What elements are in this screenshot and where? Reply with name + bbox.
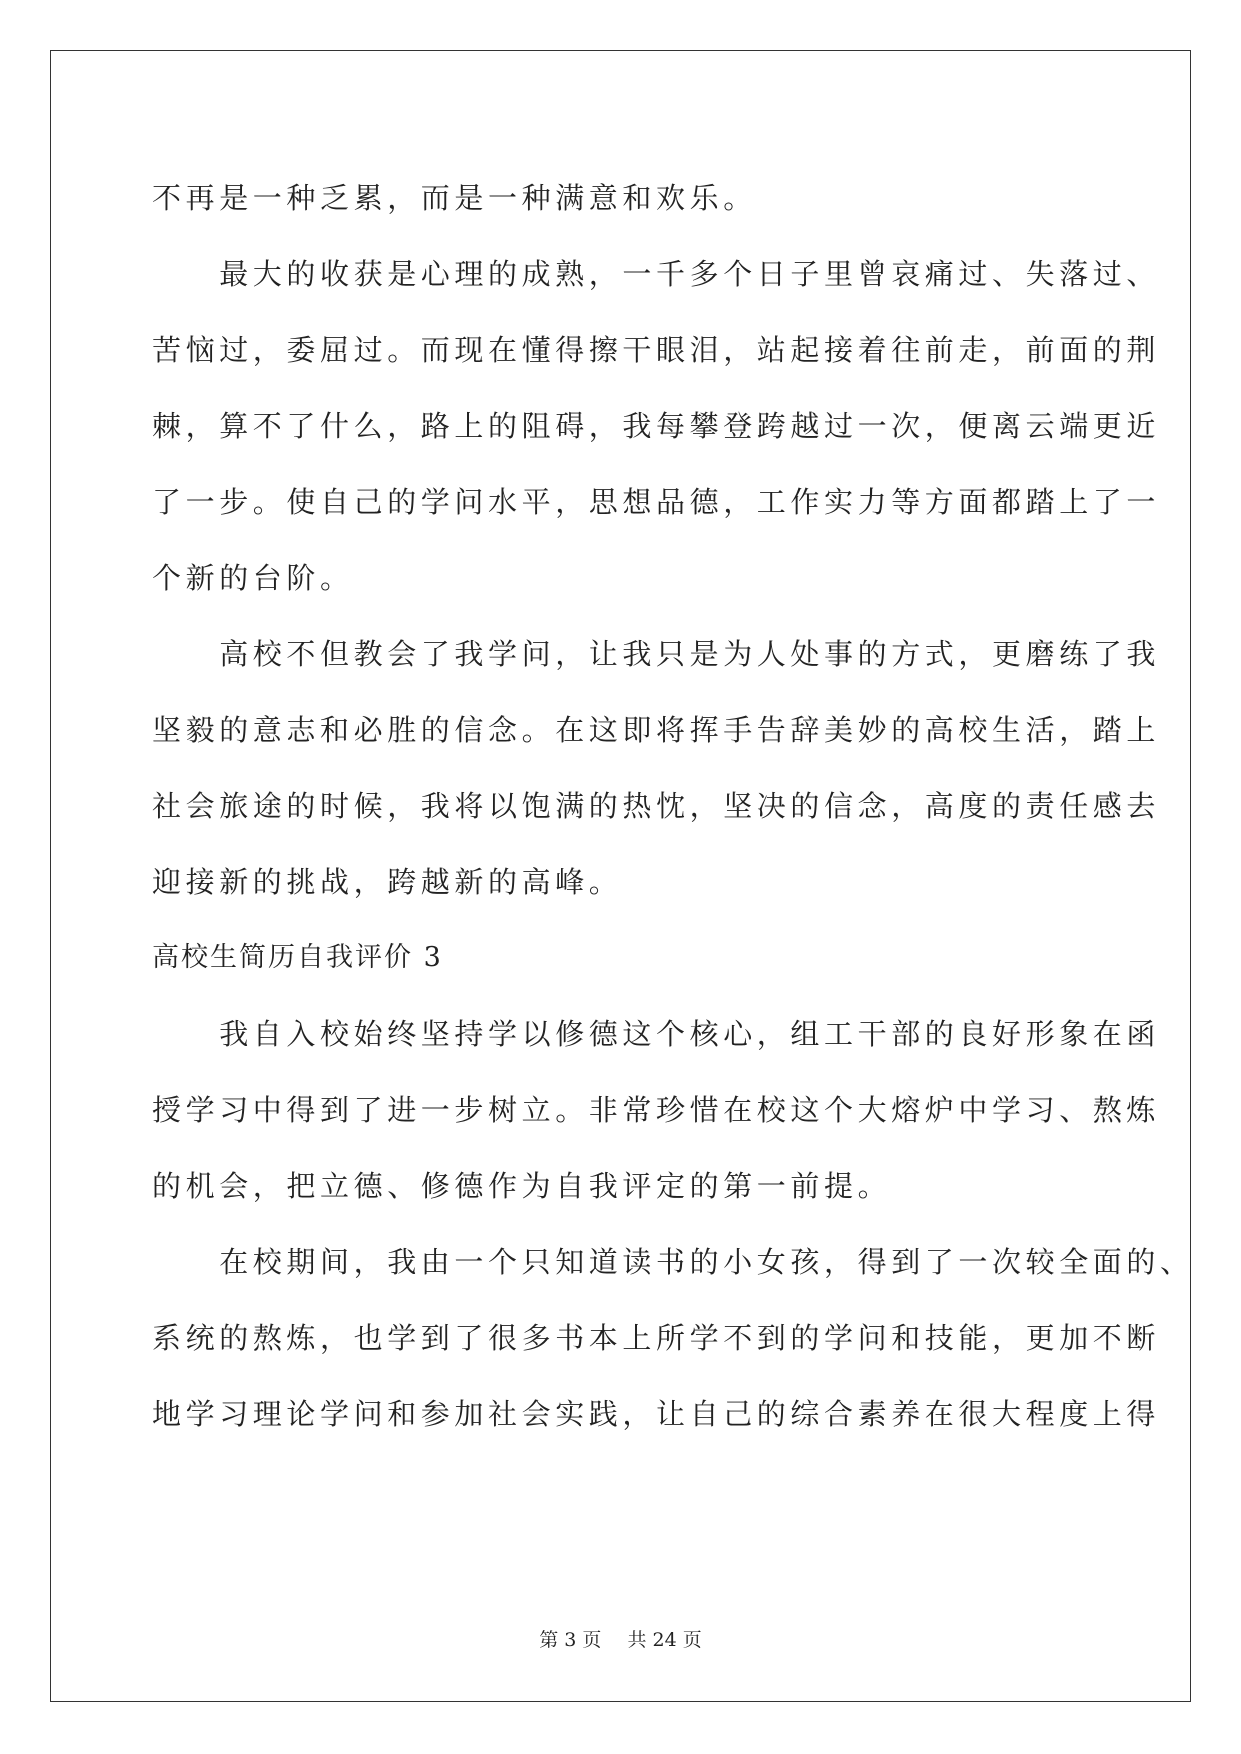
text-line: 授学习中得到了进一步树立。非常珍惜在校这个大熔炉中学习、熬炼 (152, 1093, 1161, 1127)
page-number: 第 3 页 (539, 1629, 602, 1651)
text-line: 地学习理论学问和参加社会实践，让自己的综合素养在很大程度上得 (152, 1397, 1161, 1431)
page-total: 共 24 页 (627, 1629, 702, 1651)
text-line: 棘，算不了什么，路上的阻碍，我每攀登跨越过一次，便离云端更近 (152, 409, 1161, 443)
text-line: 迎接新的挑战，跨越新的高峰。 (152, 865, 623, 899)
text-line: 了一步。使自己的学问水平，思想品德，工作实力等方面都踏上了一 (152, 485, 1161, 519)
text-line: 在校期间，我由一个只知道读书的小女孩，得到了一次较全面的、 (152, 1245, 1194, 1279)
text-line: 个新的台阶。 (152, 561, 354, 595)
text-line: 苦恼过，委屈过。而现在懂得擦干眼泪，站起接着往前走，前面的荆 (152, 333, 1161, 367)
page-footer (0, 1625, 1241, 1652)
text-line: 的机会，把立德、修德作为自我评定的第一前提。 (152, 1169, 892, 1203)
text-line: 高校不但教会了我学问，让我只是为人处事的方式，更磨练了我 (152, 637, 1161, 671)
text-line: 坚毅的意志和必胜的信念。在这即将挥手告辞美妙的高校生活，踏上 (152, 713, 1161, 747)
text-line: 最大的收获是心理的成熟，一千多个日子里曾哀痛过、失落过、 (152, 257, 1161, 291)
section-heading: 高校生简历自我评价 3 (152, 942, 443, 973)
text-line: 我自入校始终坚持学以修德这个核心，组工干部的良好形象在函 (152, 1017, 1161, 1051)
document-body (152, 160, 1194, 1452)
text-line: 系统的熬炼，也学到了很多书本上所学不到的学问和技能，更加不断 (152, 1321, 1161, 1355)
text-line: 不再是一种乏累，而是一种满意和欢乐。 (152, 181, 757, 215)
text-line: 社会旅途的时候，我将以饱满的热忱，坚决的信念，高度的责任感去 (152, 789, 1161, 823)
